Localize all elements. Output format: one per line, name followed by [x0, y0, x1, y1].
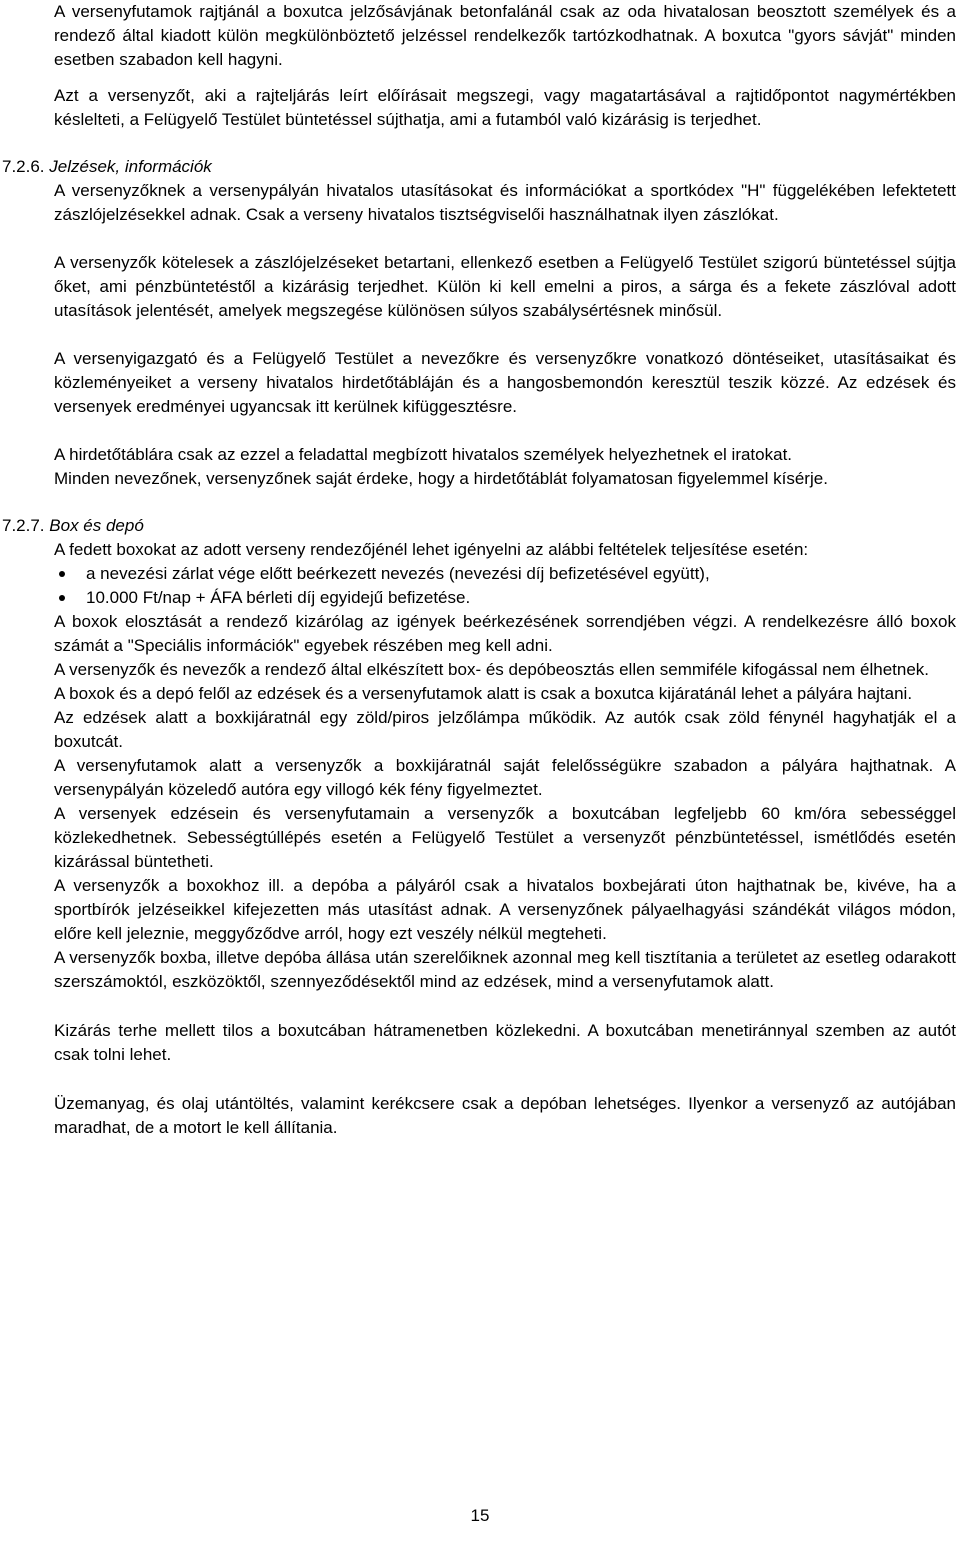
paragraph-refueling: Üzemanyag, és olaj utántöltés, valamint kerékcsere csak a depóban lehetséges. Ilyenkor a versenyző az autójában maradhat, de a motort le kell állítania.: [54, 1094, 956, 1137]
paragraph-speed-limit: A versenyek edzésein és versenyfutamain a versenyzők a boxutcában legfeljebb 60 km/óra sebességgel közlekedhetnek. Sebességtúllépés esetén a Felügyelő Testület a versenyzőt pénzbüntetéssel, ismétlődés esetén kizárással büntetheti.: [54, 804, 956, 871]
paragraph-reverse-ban: Kizárás terhe mellett tilos a boxutcában hátramenetben közlekedni. A boxutcában menetiránnyal szemben az autót csak tolni lehet.: [54, 1021, 956, 1064]
section-heading-7-2-7: [2, 514, 956, 538]
section-title: Box és depó: [49, 516, 144, 535]
list-item-text: a nevezési zárlat vége előtt beérkezett nevezés (nevezési díj befizetésével együtt),: [86, 564, 710, 583]
section-number: 7.2.7.: [2, 516, 45, 535]
paragraph-box-objection: A versenyzők és nevezők a rendező által elkészített box- és depóbeosztás ellen semmiféle kifogással nem élhetnek.: [54, 660, 930, 679]
paragraph-notice-board-documents: A hirdetőtáblára csak az ezzel a feladattal megbízott hivatalos személyek helyezhetnek el iratokat.: [54, 445, 793, 464]
page-number: 15: [470, 1506, 490, 1525]
paragraph-notice-board: A versenyigazgató és a Felügyelő Testület a nevezőkre és versenyzőkre vonatkozó döntéseiket, utasításaikat és közleményeiket a verseny hivatalos hirdetőtábláján és a hangosbemondón keresztül teszik közzé. Az edzések és versenyek eredményei ugyancsak itt kerülnek kifüggesztésre.: [54, 349, 956, 416]
document-page: [2, 0, 956, 1140]
paragraph-race-exit: A versenyfutamok alatt a versenyzők a boxkijáratnál saját felelősségükre szabadon a pályára hajthatnak. A versenypályán közeledő autóra egy villogó kék fény figyelmeztet.: [54, 756, 956, 799]
paragraph-flag-signals: A versenyzőknek a versenypályán hivatalos utasításokat és információkat a sportkódex "H" függelékében lefektetett zászlójelzésekkel adnak. Csak a verseny hivatalos tisztségviselői használhatnak ilyen zászlókat.: [54, 181, 956, 224]
paragraph-pit-entry: A versenyzők a boxokhoz ill. a depóba a pályáról csak a hivatalos boxbejárati úton hajthatnak be, kivéve, ha a sportbírók jelzéseikkel kifejezetten más utasítást adnak. A versenyzőnek pályaelhagyási szándékát világos módon, előre kell jeleznie, meggyőződve arról, hogy ezt veszély nélkül megteheti.: [54, 876, 956, 943]
bullet-icon: [59, 595, 65, 601]
paragraph-start-procedure: Azt a versenyzőt, aki a rajteljárás leírt előírásait megszegi, vagy magatartásával a rajtidőpontot nagymértékben késlelteti, a Felügyelő Testület büntetéssel sújthatja, ami a futamból való kizárásig is terjedhet.: [54, 86, 956, 129]
paragraph-notice-board-watch: Minden nevezőnek, versenyzőnek saját érdeke, hogy a hirdetőtáblát folyamatosan figyelemmel kísérje.: [54, 469, 828, 488]
bullet-list: [54, 562, 956, 610]
section-title: Jelzések, információk: [49, 157, 212, 176]
paragraph-area-cleaning: A versenyzők boxba, illetve depóba állása után szerelőiknek azonnal meg kell tisztítania a területet az esetleg odarakott szerszámoktól, eszközöktől, szennyeződésektől mind az edzések, mind a versenyfutamok alatt.: [54, 948, 956, 991]
paragraph-box-allocation: A boxok elosztását a rendező kizárólag az igények beérkezésének sorrendjében végzi. A rendelkezésre álló boxok számát a "Speciális információk" egyebek részében meg kell adni.: [54, 612, 956, 655]
paragraph-box-request: A fedett boxokat az adott verseny rendezőjénél lehet igényelni az alábbi feltételek teljesítése esetén:: [54, 540, 809, 559]
paragraph-exit-light: Az edzések alatt a boxkijáratnál egy zöld/piros jelzőlámpa működik. Az autók csak zöld fénynél hagyhatják el a boxutcát.: [54, 708, 956, 751]
paragraph-pit-start: A versenyfutamok rajtjánál a boxutca jelzősávjának betonfalánál csak az oda hivatalosan beosztott személyek és a rendező által kiadott külön megkülönböztető jelzéssel rendelkezők tartózkodhatnak. A boxutca "gyors sávját" minden esetben szabadon kell hagyni.: [54, 2, 956, 69]
list-item: [54, 586, 956, 610]
paragraph-pit-exit: A boxok és a depó felől az edzések és a versenyfutamok alatt is csak a boxutca kijáratánál lehet a pályára hajtani.: [54, 684, 913, 703]
list-item-text: 10.000 Ft/nap + ÁFA bérleti díj egyidejű befizetése.: [86, 588, 471, 607]
paragraph-flag-obligations: A versenyzők kötelesek a zászlójelzéseket betartani, ellenkező esetben a Felügyelő Testület szigorú büntetéssel sújtja őket, ami pénzbüntetéstől a kizárásig terjedhet. Külön ki kell emelni a piros, a sárga és a fekete zászlóval adott utasítások jelentését, amelyek megszegése különösen súlyos szabálysértésnek minősül.: [54, 253, 956, 320]
list-item: [54, 562, 956, 586]
section-heading-7-2-6: [2, 155, 956, 179]
section-number: 7.2.6.: [2, 157, 45, 176]
bullet-icon: [59, 571, 65, 577]
